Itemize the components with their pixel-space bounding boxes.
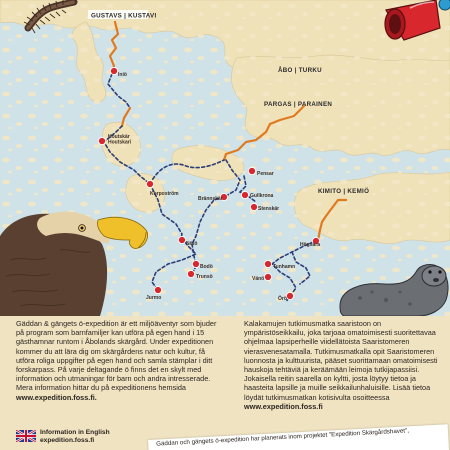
finnish-description [244, 319, 444, 411]
stop-jurmo[interactable] [154, 286, 161, 293]
stop-pensar[interactable] [248, 167, 255, 174]
place-label-oro: Örö [278, 296, 287, 302]
place-label-bodo: Bodö [200, 264, 213, 270]
stop-oro[interactable] [286, 292, 293, 299]
stop-inio[interactable] [110, 67, 117, 74]
swedish-website-link[interactable]: www.expedition.foss.fi. [16, 392, 97, 402]
stop-bodo[interactable] [192, 260, 199, 267]
stop-stenskar[interactable] [250, 203, 257, 210]
finnish-body-text: Kalakamujen tutkimusmatka saaristoon on ympäristöseikkailu, joka tarjoaa omatoimisesti suoritettavaa ohjelmaa lapsiperheille viidellätoista Saaristomeren vierasvenesatamalla. Tutkimusmatkalla opit Saaristomeren luonnosta ja kulttuurista, pääset suorittamaan omatoimisesti hauskoja tehtäviä ja keräämään leimoja tutkijapassiisi. Jokaisella reitin saarella on kyltti, josta löytyy tietoa ja haasteita lapsille ja muille seikkailunhaluisille. Lisää tietoa löydät tutkimusmatkan kotisivulta osoitteessa [244, 319, 438, 402]
place-label-korpostrom: Korpoström [150, 191, 179, 197]
stop-vano[interactable] [264, 273, 271, 280]
place-label-stenskar: Stenskär [258, 206, 280, 212]
stop-houtskar[interactable] [98, 137, 105, 144]
stop-tunhamn[interactable] [264, 260, 271, 267]
stop-trunso[interactable] [187, 270, 194, 277]
stop-noto[interactable] [178, 236, 185, 243]
place-label-inio: Iniö [118, 72, 127, 78]
region-label-kimito: KIMITO | KEMIÖ [318, 188, 370, 195]
english-info-label: Information in English [40, 429, 110, 436]
place-label-pensar: Pensar [257, 171, 274, 177]
english-info-url[interactable]: expedition.foss.fi [40, 437, 95, 444]
project-note-text: Gäddan och gängets ö-expedition har planerats inom projektet "Expedition Skärgårdshavet", [156, 427, 410, 448]
stop-gullkrona[interactable] [241, 191, 248, 198]
place-label-noto: Nötö [186, 241, 198, 247]
region-label-pargas: PARGAS | PARAINEN [264, 101, 333, 108]
place-label-tunhamn: Tunhamn [273, 264, 296, 270]
place-label-gullkrona: Gullkrona [250, 193, 274, 199]
place-label-brannskar: Brännskär [198, 196, 223, 202]
finnish-website-link[interactable]: www.expedition.foss.fi [244, 401, 323, 411]
region-label-gustavs: GUSTAVS | KUSTAVI [91, 12, 157, 20]
place-label-houtskar: Houtskär Houtskari [108, 134, 132, 146]
english-info-link[interactable] [16, 428, 136, 450]
swedish-description [16, 319, 224, 402]
place-label-trunso: Trunsö [196, 274, 213, 280]
stop-korpostrom[interactable] [146, 180, 153, 187]
place-label-hogsara: Högsåra [300, 242, 321, 248]
region-label-abo: ÅBO | TURKU [278, 67, 322, 74]
place-label-jurmo: Jurmo [146, 295, 162, 301]
place-label-vano: Vänö [252, 276, 265, 282]
swedish-body-text: Gäddan & gängets ö-expedition är ett miljöäventyr som bjuder på program som barnfamiljer kan utföra på egen hand i 15 gästhamnar runtom i Åbolands skärgård. Under expeditionen kommer du att lära dig om skärgårdens natur och kultur, få utföra roliga uppgifter på egen hand och samla stämplar i ditt forskarpass. På varje deltagande ö finns det en skylt med information och utmaningar för barn och andra intresserade. Mera information hittar du på expeditionens hemsida [16, 319, 217, 393]
uk-flag-icon [16, 430, 36, 442]
